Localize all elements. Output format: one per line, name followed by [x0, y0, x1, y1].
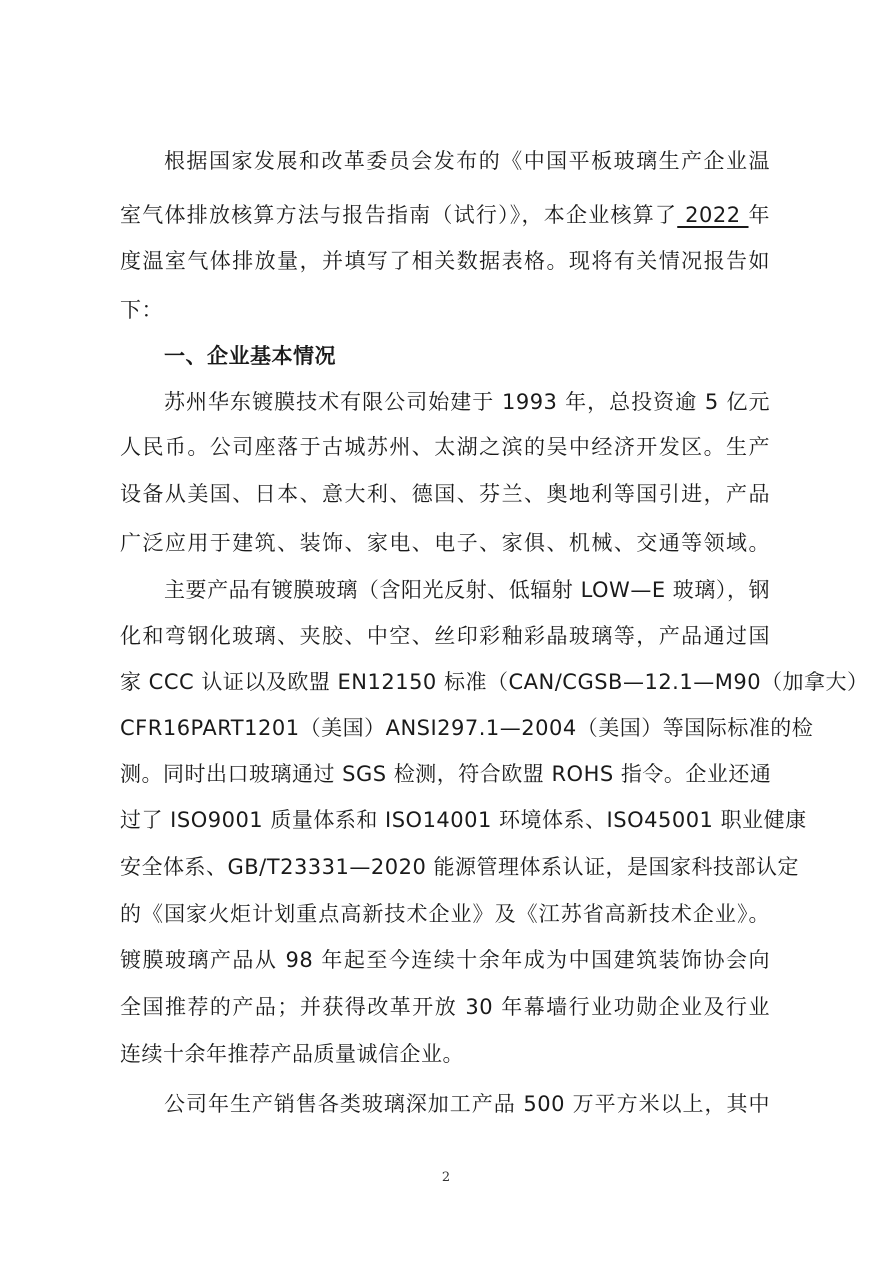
paragraph2-line: 过了 ISO9001 质量体系和 ISO14001 环境体系、ISO45001 职业健康	[120, 808, 807, 832]
intro-line-2-text: 室气体排放核算方法与报告指南（试行）》，本企业核算了	[120, 203, 678, 227]
paragraph1-line: 苏州华东镀膜技术有限公司始建于 1993 年，总投资逾 5 亿元	[164, 390, 770, 414]
intro-line-1: 根据国家发展和改革委员会发布的《中国平板玻璃生产企业温	[164, 149, 770, 173]
paragraph2-line: 测。同时出口玻璃通过 SGS 检测，符合欧盟 ROHS 指令。企业还通	[120, 762, 772, 786]
paragraph1-line: 人民币。公司座落于古城苏州、太湖之滨的吴中经济开发区。生产	[120, 435, 770, 459]
intro-line-3: 度温室气体排放量，并填写了相关数据表格。现将有关情况报告如	[120, 249, 770, 273]
paragraph2-line: CFR16PART1201（美国）ANSI297.1—2004（美国）等国际标准的检	[120, 716, 814, 740]
intro-line-2	[120, 196, 770, 234]
paragraph2-line: 的《国家火炬计划重点高新技术企业》及《江苏省高新技术企业》。	[120, 902, 770, 926]
paragraph2-line: 全国推荐的产品；并获得改革开放 30 年幕墙行业功勋企业及行业	[120, 995, 770, 1019]
section-heading: 一、企业基本情况	[164, 344, 336, 368]
paragraph2-line: 家 CCC 认证以及欧盟 EN12150 标准（CAN/CGSB—12.1—M90（加拿大）	[120, 670, 869, 694]
intro-line-2-suffix: 年	[748, 203, 771, 227]
paragraph1-line: 设备从美国、日本、意大利、德国、芬兰、奥地利等国引进，产品	[120, 482, 770, 506]
paragraph3-line: 公司年生产销售各类玻璃深加工产品 500 万平方米以上，其中	[164, 1092, 770, 1116]
page-number: 2	[441, 1170, 451, 1185]
intro-line-4: 下：	[120, 298, 163, 322]
paragraph2-line: 连续十余年推荐产品质量诚信企业。	[120, 1042, 464, 1066]
paragraph2-line: 镀膜玻璃产品从 98 年起至今连续十余年成为中国建筑装饰协会向	[120, 948, 770, 972]
paragraph2-line: 化和弯钢化玻璃、夹胶、中空、丝印彩釉彩晶玻璃等，产品通过国	[120, 624, 770, 648]
paragraph2-line: 主要产品有镀膜玻璃（含阳光反射、低辐射 LOW—E 玻璃），钢	[164, 578, 770, 602]
report-year: 2022	[677, 203, 749, 227]
paragraph1-line: 广泛应用于建筑、装饰、家电、电子、家俱、机械、交通等领域。	[120, 531, 770, 555]
paragraph2-line: 安全体系、GB/T23331—2020 能源管理体系认证，是国家科技部认定	[120, 855, 800, 879]
